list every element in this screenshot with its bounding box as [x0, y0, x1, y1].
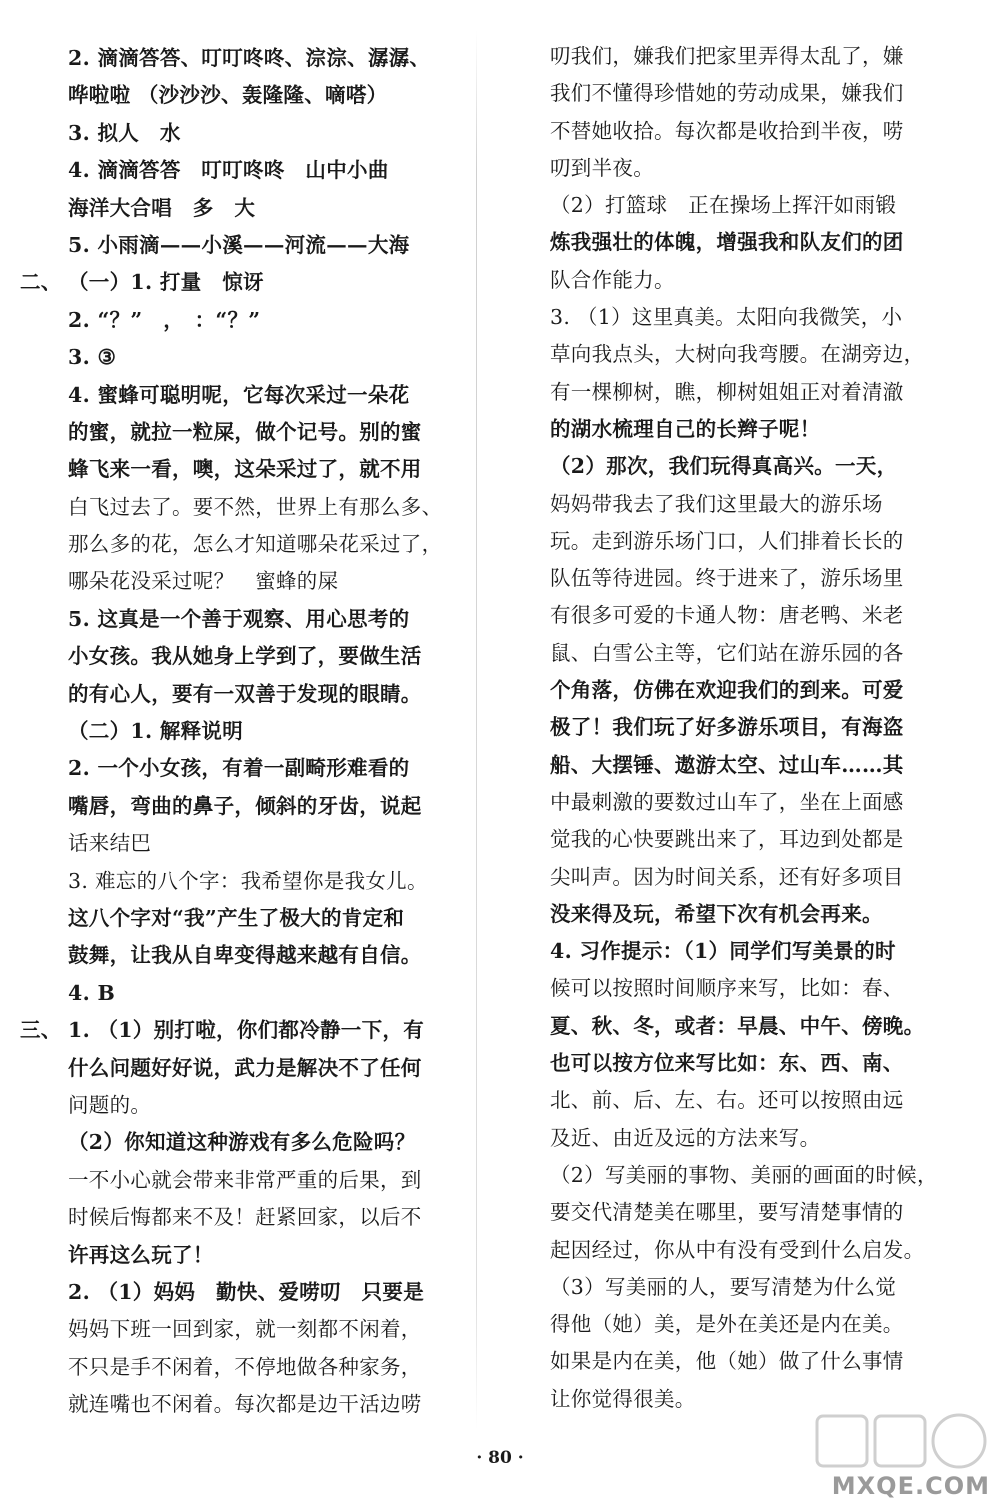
- line-text: 不替她收拾。每次都是收拾到半夜，唠: [550, 118, 904, 143]
- line-text: 尖叫声。因为时间关系，还有好多项目: [550, 864, 904, 889]
- section-marker: 二、: [20, 270, 62, 295]
- text-line: [550, 1045, 940, 1082]
- text-line: [550, 1157, 940, 1194]
- line-text: 妈妈带我去了我们这里最大的游乐场: [550, 491, 883, 516]
- text-line: [68, 451, 456, 488]
- line-text: 也可以按方位来写比如：东、西、南、: [550, 1051, 904, 1076]
- line-text: 队伍等待进园。终于进来了，游乐场里: [550, 566, 904, 591]
- line-text: 4. 习作提示：（1）同学们写美景的时: [550, 939, 896, 964]
- line-text: 不只是手不闲着，不停地做各种家务，: [68, 1354, 422, 1379]
- text-line: [550, 486, 940, 523]
- line-text: 鼠、白雪公主等，它们站在游乐园的各: [550, 640, 904, 665]
- line-text: （二）1. 解释说明: [68, 719, 244, 744]
- watermark-text: MXQE.COM: [831, 1472, 990, 1500]
- line-text: 要交代清楚美在哪里，要写清楚事情的: [550, 1200, 904, 1225]
- line-text: 这八个字对“我”产生了极大的肯定和: [68, 905, 405, 930]
- line-text: 有很多可爱的卡通人物：唐老鸭、米老: [550, 603, 904, 628]
- text-line: [550, 262, 940, 299]
- text-line: [550, 150, 940, 187]
- line-text: 1. （1）别打啦，你们都冷静一下，有: [68, 1018, 425, 1043]
- text-line: [550, 38, 940, 75]
- text-line: [68, 152, 456, 189]
- text-line: [68, 227, 456, 264]
- line-text: 及近、由近及远的方法来写。: [550, 1125, 821, 1150]
- text-line: [68, 601, 456, 638]
- section-marker: 三、: [20, 1018, 62, 1043]
- left-column: [20, 40, 456, 1423]
- text-line: [68, 1050, 456, 1087]
- line-text: 许再这么玩了！: [68, 1242, 214, 1267]
- text-line: [550, 970, 940, 1007]
- text-line: [550, 821, 940, 858]
- line-text: （2）那次，我们玩得真高兴。一天，: [550, 454, 898, 479]
- line-text: 让你觉得很美。: [550, 1386, 696, 1411]
- line-text: 3. ③: [68, 345, 117, 370]
- text-line: [68, 788, 456, 825]
- line-text: 觉我的心快要跳出来了，耳边到处都是: [550, 827, 904, 852]
- text-line: [68, 900, 456, 937]
- text-line: [68, 676, 456, 713]
- text-line: [68, 563, 456, 600]
- line-text: （2）你知道这种游戏有多么危险吗？: [68, 1130, 416, 1155]
- text-line: [550, 1306, 940, 1343]
- line-text: 个角落，仿佛在欢迎我们的到来。可爱: [550, 678, 904, 703]
- text-line: [20, 1012, 456, 1049]
- text-line: [550, 709, 940, 746]
- line-text: 起因经过，你从中有没有受到什么启发。: [550, 1237, 925, 1262]
- line-text: （一）1. 打量 惊讶: [68, 270, 264, 295]
- text-line: [68, 750, 456, 787]
- text-line: [68, 1237, 456, 1274]
- line-text: 那么多的花，怎么才知道哪朵花采过了，: [68, 532, 443, 557]
- line-text: 嘴唇，弯曲的鼻子，倾斜的牙齿，说起: [68, 793, 422, 818]
- text-line: [550, 75, 940, 112]
- line-text: 蜂飞来一看，噢，这朵采过了，就不用: [68, 457, 422, 482]
- line-text: 候可以按照时间顺序来写，比如：春、: [550, 976, 904, 1001]
- text-line: [550, 113, 940, 150]
- line-text: 的蜜，就拉一粒屎，做个记号。别的蜜: [68, 419, 422, 444]
- line-text: 如果是内在美，他（她）做了什么事情: [550, 1349, 904, 1374]
- line-text: 鼓舞，让我从自卑变得越来越有自信。: [68, 943, 422, 968]
- text-line: [550, 784, 940, 821]
- line-text: 一不小心就会带来非常严重的后果，到: [68, 1167, 422, 1192]
- line-text: 什么问题好好说，武力是解决不了任何: [68, 1055, 422, 1080]
- line-text: （2）打篮球 正在操场上挥汗如雨锻: [550, 193, 897, 218]
- line-text: 海洋大合唱 多 大: [68, 195, 256, 220]
- line-text: 2. “？” ， ：“？”: [68, 307, 261, 332]
- text-line: [68, 1386, 456, 1423]
- line-text: 妈妈下班一回到家，就一刻都不闲着，: [68, 1317, 422, 1342]
- text-line: [550, 1008, 940, 1045]
- text-line: [550, 747, 940, 784]
- text-line: [550, 896, 940, 933]
- text-line: [68, 1311, 456, 1348]
- line-text: 没来得及玩，希望下次有机会再来。: [550, 901, 883, 926]
- line-text: （2）写美丽的事物、美丽的画面的时候，: [550, 1162, 938, 1187]
- text-line: [68, 339, 456, 376]
- text-line: [550, 933, 940, 970]
- line-text: 时候后悔都来不及！赶紧回家，以后不: [68, 1205, 422, 1230]
- text-line: [68, 1199, 456, 1236]
- text-line: [550, 374, 940, 411]
- text-line: [550, 560, 940, 597]
- line-text: 船、大摆锤、遨游太空、过山车……其: [550, 752, 904, 777]
- line-text: 我们不懂得珍惜她的劳动成果，嫌我们: [550, 81, 904, 106]
- text-line: [550, 336, 940, 373]
- text-line: [550, 1343, 940, 1380]
- line-text: 话来结巴: [68, 831, 152, 856]
- line-text: 问题的。: [68, 1092, 152, 1117]
- line-text: 4. 滴滴答答 叮叮咚咚 山中小曲: [68, 158, 389, 183]
- text-line: [20, 264, 456, 301]
- text-line: [550, 1194, 940, 1231]
- line-text: 小女孩。我从她身上学到了，要做生活: [68, 644, 422, 669]
- column-divider: [476, 30, 477, 1430]
- text-line: [68, 115, 456, 152]
- text-line: [550, 635, 940, 672]
- line-text: 有一棵柳树，瞧，柳树姐姐正对着清澈: [550, 379, 904, 404]
- text-line: [550, 299, 940, 336]
- text-line: [550, 1232, 940, 1269]
- text-line: [68, 1124, 456, 1161]
- text-line: [68, 377, 456, 414]
- text-line: [68, 1162, 456, 1199]
- line-text: 草向我点头，大树向我弯腰。在湖旁边，: [550, 342, 925, 367]
- line-text: 2. 滴滴答答、叮叮咚咚、淙淙、潺潺、: [68, 46, 431, 70]
- page-number: · 80 ·: [476, 1448, 524, 1468]
- line-text: 白飞过去了。要不然，世界上有那么多、: [68, 494, 443, 519]
- right-column: [550, 38, 940, 1418]
- text-line: [550, 523, 940, 560]
- text-line: [550, 187, 940, 224]
- line-text: 叨到半夜。: [550, 155, 654, 180]
- text-line: [68, 1274, 456, 1311]
- text-line: [68, 713, 456, 750]
- line-text: 极了！我们玩了好多游乐项目，有海盗: [550, 715, 904, 740]
- text-line: [550, 597, 940, 634]
- line-text: 4. B: [68, 980, 116, 1005]
- text-line: [550, 448, 940, 485]
- text-line: [550, 859, 940, 896]
- text-line: [68, 1349, 456, 1386]
- line-text: 哗啦啦 （沙沙沙、轰隆隆、嘀嗒）: [68, 83, 388, 108]
- line-text: 2. （1）妈妈 勤快、爱唠叨 只要是: [68, 1279, 425, 1304]
- line-text: 3. （1）这里真美。太阳向我微笑，小: [550, 305, 903, 330]
- line-text: 4. 蜜蜂可聪明呢，它每次采过一朵花: [68, 382, 410, 407]
- text-line: [550, 224, 940, 261]
- line-text: 得他（她）美，是外在美还是内在美。: [550, 1312, 904, 1337]
- text-line: [550, 1082, 940, 1119]
- line-text: 5. 小雨滴——小溪——河流——大海: [68, 232, 410, 257]
- line-text: 哪朵花没采过呢？ 蜜蜂的屎: [68, 569, 339, 594]
- line-text: 夏、秋、冬，或者：早晨、中午、傍晚。: [550, 1013, 925, 1038]
- text-line: [68, 863, 456, 900]
- text-line: [68, 77, 456, 114]
- line-text: 的湖水梳理自己的长辫子呢！: [550, 416, 821, 441]
- text-line: [550, 672, 940, 709]
- line-text: 炼我强壮的体魄，增强我和队友们的团: [550, 230, 904, 255]
- line-text: 3. 拟人 水: [68, 120, 181, 145]
- text-line: [68, 190, 456, 227]
- text-line: [68, 1087, 456, 1124]
- text-line: [550, 1269, 940, 1306]
- line-text: 中最刺激的要数过山车了，坐在上面感: [550, 789, 904, 814]
- line-text: 玩。走到游乐场门口，人们排着长长的: [550, 528, 904, 553]
- text-line: [550, 1120, 940, 1157]
- text-line: [68, 414, 456, 451]
- line-text: 的有心人，要有一双善于发现的眼睛。: [68, 681, 422, 706]
- line-text: 就连嘴也不闲着。每次都是边干活边唠: [68, 1392, 422, 1417]
- text-line: [550, 411, 940, 448]
- text-line: [68, 638, 456, 675]
- line-text: 队合作能力。: [550, 267, 675, 292]
- line-text: 3. 难忘的八个字：我希望你是我女儿。: [68, 868, 428, 893]
- text-line: [68, 526, 456, 563]
- text-line: [68, 975, 456, 1012]
- line-text: 叨我们，嫌我们把家里弄得太乱了，嫌: [550, 44, 904, 68]
- line-text: 2. 一个小女孩，有着一副畸形难看的: [68, 756, 410, 781]
- line-text: 5. 这真是一个善于观察、用心思考的: [68, 606, 410, 631]
- line-text: （3）写美丽的人，要写清楚为什么觉: [550, 1274, 897, 1299]
- text-line: [68, 825, 456, 862]
- text-line: [68, 302, 456, 339]
- text-line: [68, 40, 456, 77]
- text-line: [68, 937, 456, 974]
- text-line: [68, 489, 456, 526]
- line-text: 北、前、后、左、右。还可以按照由远: [550, 1088, 904, 1113]
